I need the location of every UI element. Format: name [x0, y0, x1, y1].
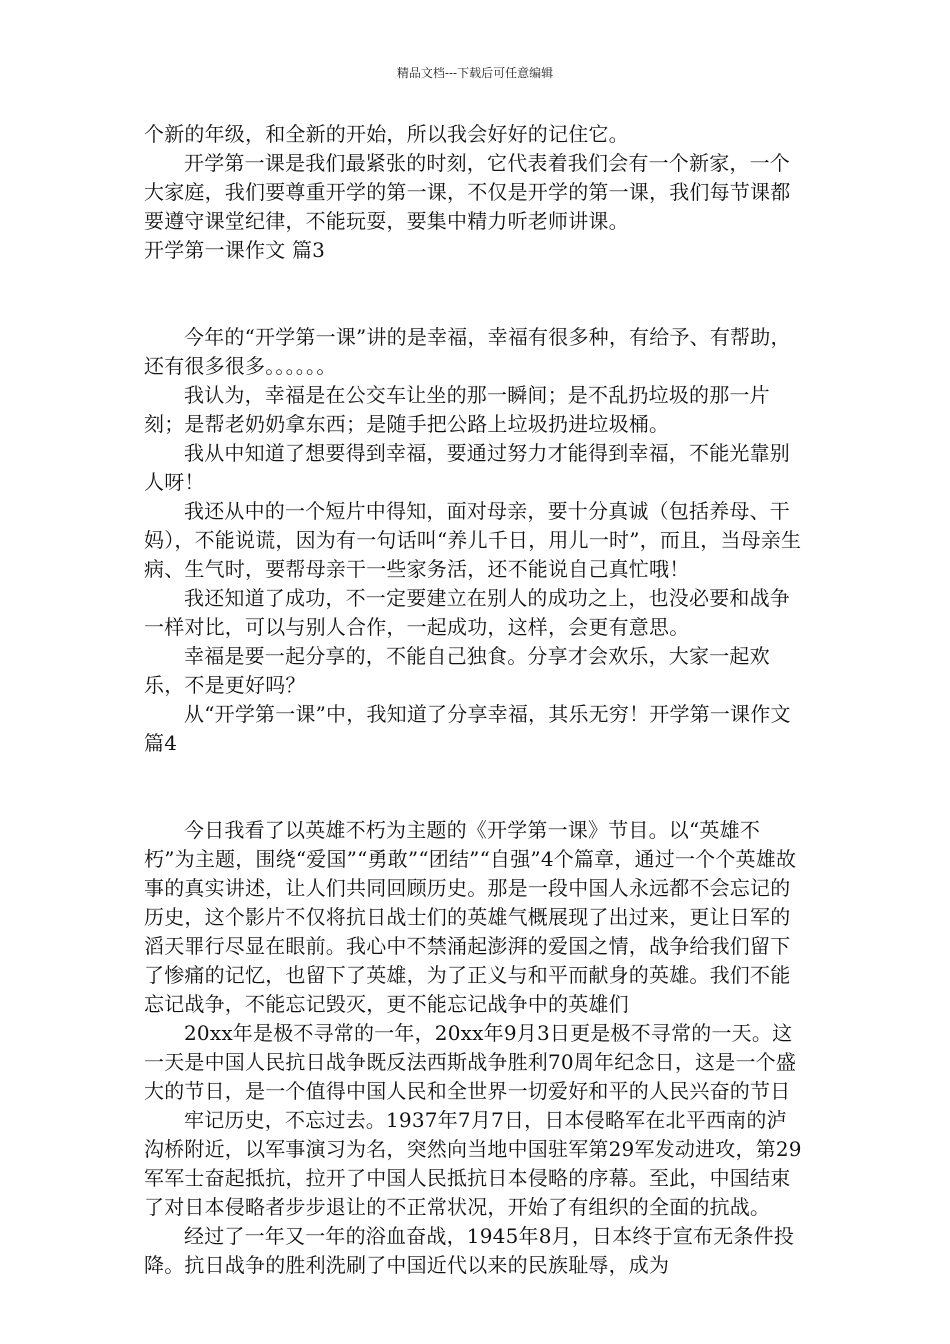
- document-body: [144, 120, 806, 1280]
- paragraph: 个新的年级，和全新的开始，所以我会好好的记住它。: [144, 122, 629, 146]
- blank-space: [144, 265, 806, 323]
- paragraph: 今日我看了以英雄不朽为主题的《开学第一课》节目。以“英雄不朽”为主题，围绕“爱国”“勇敢”“团结”“自强”4个篇章，通过一个个英雄故事的真实讲述，让人们共同回顾历史。那是一段中国人永远都不会忘记的历史，这个影片不仅将抗日战士们的英雄气概展现了出过来，更让日军的滔天罪行尽显在眼前。我心中不禁涌起澎湃的爱国之情，战争给我们留下了惨痛的记忆，也留下了英雄，为了正义与和平而献身的英雄。我们不能忘记战争，不能忘记毁灭，更不能忘记战争中的英雄们: [144, 818, 797, 1016]
- paragraph: 开学第一课是我们最紧张的时刻，它代表着我们会有一个新家，一个大家庭，我们要尊重开学的第一课，不仅是开学的第一课，我们每节课都要遵守课堂纪律，不能玩耍，要集中精力听老师讲课。: [144, 151, 791, 233]
- blank-space: [144, 758, 806, 816]
- paragraph: 我认为，幸福是在公交车让坐的那一瞬间；是不乱扔垃圾的那一片刻；是帮老奶奶拿东西；是随手把公路上垃圾扔进垃圾桶。: [144, 383, 770, 436]
- paragraph: 20xx年是极不寻常的一年，20xx年9月3日更是极不寻常的一天。这一天是中国人民抗日战争既反法西斯战争胜利70周年纪念日，这是一个盛大的节日，是一个值得中国人民和全世界一切爱好和平的人民兴奋的节日: [144, 1021, 797, 1103]
- paragraph: 幸福是要一起分享的，不能自己独食。分享才会欢乐，大家一起欢乐，不是更好吗？: [144, 644, 770, 697]
- paragraph: 经过了一年又一年的浴血奋战，1945年8月，日本终于宣布无条件投降。抗日战争的胜利洗刷了中国近代以来的民族耻辱，成为: [144, 1224, 795, 1277]
- paragraph: 我还知道了成功，不一定要建立在别人的成功之上，也没必要和战争一样对比，可以与别人合作，一起成功，这样，会更有意思。: [144, 586, 790, 639]
- paragraph: 从“开学第一课”中，我知道了分享幸福，其乐无穷！开学第一课作文 篇4: [144, 702, 791, 755]
- paragraph: 牢记历史，不忘过去。1937年7月7日，日本侵略军在北平西南的泸沟桥附近，以军事演习为名，突然向当地中国驻军第29军发动进攻，第29军军士奋起抵抗，拉开了中国人民抵抗日本侵略的序幕。至此，中国结束了对日本侵略者步步退让的不正常状况，开始了有组织的全面的抗战。: [144, 1108, 802, 1219]
- section-heading: 开学第一课作文 篇3: [144, 238, 326, 262]
- paragraph: 我从中知道了想要得到幸福，要通过努力才能得到幸福，不能光靠别人呀！: [144, 441, 790, 494]
- paragraph: 今年的“开学第一课”讲的是幸福，幸福有很多种，有给予、有帮助，还有很多很多。。。。。。: [144, 325, 791, 378]
- page-header: 精品文档---下载后可任意编辑: [396, 66, 554, 80]
- paragraph: 我还从中的一个短片中得知，面对母亲，要十分真诚（包括养母、干妈），不能说谎，因为有一句话叫“养儿千日，用儿一时”，而且，当母亲生病、生气时，要帮母亲干一些家务活，还不能说自己真忙哦！: [144, 499, 802, 581]
